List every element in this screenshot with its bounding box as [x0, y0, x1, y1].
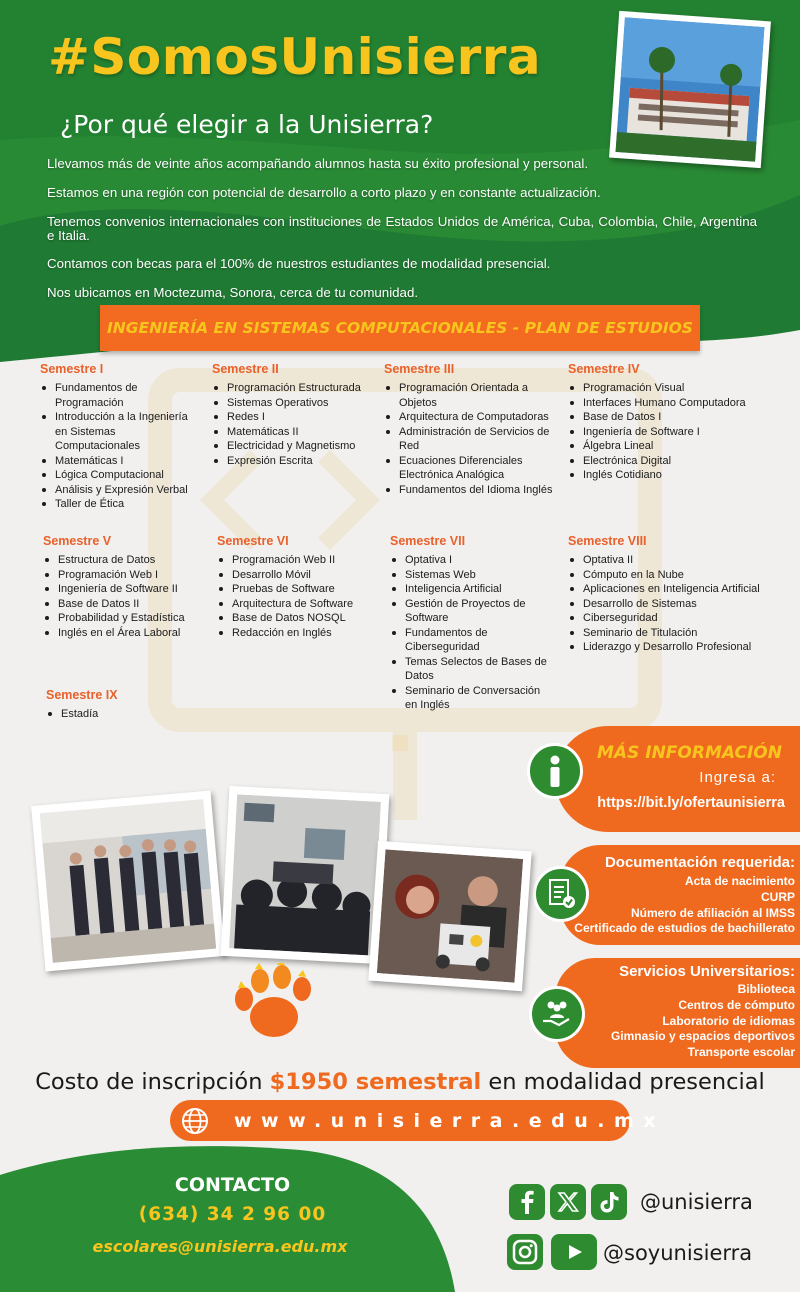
subject-item: Inglés en el Área Laboral [43, 626, 213, 641]
campus-photo [609, 11, 771, 168]
subject-item: Aplicaciones en Inteligencia Artificial [568, 582, 778, 597]
classroom-photo [221, 786, 390, 964]
reason-3: Tenemos convenios internacionales con instituciones de Estados Unidos de América, Cuba, Colombia, Chile, Argentina e Italia. [47, 214, 757, 243]
info-icon [527, 743, 583, 799]
subject-item: Fundamentos de Ciberseguridad [390, 626, 552, 655]
documents-title: Documentación requerida: [604, 854, 795, 871]
why-heading: ¿Por qué elegir a la Unisierra? [60, 110, 434, 139]
instagram-icon[interactable] [507, 1234, 543, 1270]
more-info-title: MÁS INFORMACIÓN [597, 743, 782, 763]
website-pill[interactable] [170, 1100, 665, 1141]
subject-item: Redes I [212, 410, 382, 425]
subject-item: Interfaces Humano Computadora [568, 396, 758, 411]
semester-4 [568, 362, 758, 483]
social-handle-1[interactable]: @unisierra [640, 1190, 753, 1214]
website-url[interactable]: www.unisierra.edu.mx [234, 1109, 665, 1132]
semester-2 [212, 362, 382, 468]
subject-item: Programación Web II [217, 553, 387, 568]
subject-item: Ingeniería de Software I [568, 425, 758, 440]
subject-item: Arquitectura de Software [217, 597, 387, 612]
document-item: Certificado de estudios de bachillerato [574, 921, 795, 936]
subject-item: Base de Datos II [43, 597, 213, 612]
subject-item: Seminario de Titulación [568, 626, 778, 641]
subject-item: Álgebra Lineal [568, 439, 758, 454]
subject-item: Ciberseguridad [568, 611, 778, 626]
contact-title: CONTACTO [174, 1174, 291, 1196]
subject-item: Base de Datos I [568, 410, 758, 425]
subject-item: Estructura de Datos [43, 553, 213, 568]
subject-item: Estadía [46, 707, 206, 722]
subject-item: Fundamentos de Programación [40, 381, 200, 410]
subject-item: Inteligencia Artificial [390, 582, 552, 597]
subject-item: Gestión de Proyectos de Software [390, 597, 552, 626]
document-item: CURP [760, 889, 795, 904]
subject-item: Fundamentos del Idioma Inglés [384, 483, 562, 498]
subject-item: Electricidad y Magnetismo [212, 439, 382, 454]
documents-list [560, 874, 795, 937]
subject-item: Ecuaciones Diferenciales Electrónica Analógica [384, 454, 562, 483]
subject-item: Temas Selectos de Bases de Datos [390, 655, 552, 684]
study-plan-banner [100, 305, 700, 351]
document-item: Número de afiliación al IMSS [630, 905, 795, 920]
subject-item: Electrónica Digital [568, 454, 758, 469]
reason-5: Nos ubicamos en Moctezuma, Sonora, cerca de tu comunidad. [47, 285, 419, 300]
tiktok-icon[interactable] [591, 1184, 627, 1220]
reason-2: Estamos en una región con potencial de desarrollo a corto plazo y en constante actualización. [47, 185, 601, 200]
cost-suffix: en modalidad presencial [488, 1069, 765, 1095]
subject-item: Inglés Cotidiano [568, 468, 758, 483]
service-item: Gimnasio y espacios deportivos [610, 1029, 795, 1044]
semester-8 [568, 534, 778, 655]
paw-logo [230, 963, 320, 1043]
semester-title: Semestre IX [46, 688, 118, 702]
subject-item: Liderazgo y Desarrollo Profesional [568, 640, 778, 655]
subject-item: Sistemas Operativos [212, 396, 382, 411]
cost-amount: $1950 semestral [269, 1069, 482, 1095]
subject-item: Lógica Computacional [40, 468, 200, 483]
semester-title: Semestre VIII [568, 534, 647, 548]
subject-item: Programación Visual [568, 381, 758, 396]
semester-3 [384, 362, 562, 497]
subject-item: Sistemas Web [390, 568, 552, 583]
services-list [560, 982, 795, 1061]
subject-item: Pruebas de Software [217, 582, 387, 597]
subject-item: Introducción a la Ingeniería en Sistemas Computacionales [40, 410, 200, 454]
hashtag-title: #SomosUnisierra [48, 28, 542, 86]
semester-title: Semestre II [212, 362, 279, 376]
more-info-subtitle: Ingresa a: [699, 769, 776, 786]
subject-item: Taller de Ética [40, 497, 200, 512]
subject-item: Análisis y Expresión Verbal [40, 483, 200, 498]
subject-item: Desarrollo Móvil [217, 568, 387, 583]
subject-item: Probabilidad y Estadística [43, 611, 213, 626]
robotics-photo [368, 841, 531, 991]
subject-item: Redacción en Inglés [217, 626, 387, 641]
youtube-icon[interactable] [551, 1234, 597, 1270]
semester-9 [46, 688, 206, 722]
reason-1: Llevamos más de veinte años acompañando alumnos hasta su éxito profesional y personal. [47, 156, 589, 171]
subject-item: Programación Orientada a Objetos [384, 381, 562, 410]
contact-phone[interactable]: (634) 34 2 96 00 [138, 1204, 327, 1225]
semester-1 [40, 362, 200, 512]
semester-title: Semestre V [43, 534, 112, 548]
subject-item: Ingeniería de Software II [43, 582, 213, 597]
semester-title: Semestre III [384, 362, 455, 376]
semester-title: Semestre VII [390, 534, 466, 548]
semester-6 [217, 534, 387, 640]
service-item: Biblioteca [737, 982, 795, 996]
subject-item: Seminario de Conversación en Inglés [390, 684, 552, 713]
semester-title: Semestre I [40, 362, 104, 376]
reason-4: Contamos con becas para el 100% de nuestros estudiantes de modalidad presencial. [47, 256, 551, 271]
semester-title: Semestre VI [217, 534, 289, 548]
subject-item: Programación Web I [43, 568, 213, 583]
x-icon[interactable] [550, 1184, 586, 1220]
semester-5 [43, 534, 213, 640]
more-info-link[interactable]: https://bit.ly/ofertaunisierra [597, 795, 785, 811]
globe-icon [180, 1106, 210, 1136]
semester-title: Semestre IV [568, 362, 640, 376]
subject-item: Optativa II [568, 553, 778, 568]
subject-item: Programación Estructurada [212, 381, 382, 396]
subject-item: Matemáticas I [40, 454, 200, 469]
cost-prefix: Costo de inscripción [35, 1069, 263, 1095]
subject-item: Expresión Escrita [212, 454, 382, 469]
subject-item: Optativa I [390, 553, 552, 568]
document-item: Acta de nacimiento [684, 874, 795, 888]
facebook-icon[interactable] [509, 1184, 545, 1220]
semester-7 [390, 534, 552, 713]
subject-item: Arquitectura de Computadoras [384, 410, 562, 425]
subject-item: Administración de Servicios de Red [384, 425, 562, 454]
registration-cost [0, 1069, 800, 1095]
service-item: Centros de cómputo [678, 997, 795, 1012]
subject-item: Matemáticas II [212, 425, 382, 440]
service-item: Transporte escolar [687, 1045, 795, 1060]
students-hallway-photo [31, 790, 225, 971]
service-item: Laboratorio de idiomas [662, 1013, 795, 1028]
subject-item: Base de Datos NOSQL [217, 611, 387, 626]
banner-text: INGENIERÍA EN SISTEMAS COMPUTACIONALES - PLAN DE ESTUDIOS [107, 319, 693, 337]
subject-item: Cómputo en la Nube [568, 568, 778, 583]
contact-email[interactable]: escolares@unisierra.edu.mx [92, 1237, 348, 1256]
subject-item: Desarrollo de Sistemas [568, 597, 778, 612]
social-handle-2[interactable]: @soyunisierra [603, 1241, 753, 1265]
services-title: Servicios Universitarios: [619, 963, 795, 980]
